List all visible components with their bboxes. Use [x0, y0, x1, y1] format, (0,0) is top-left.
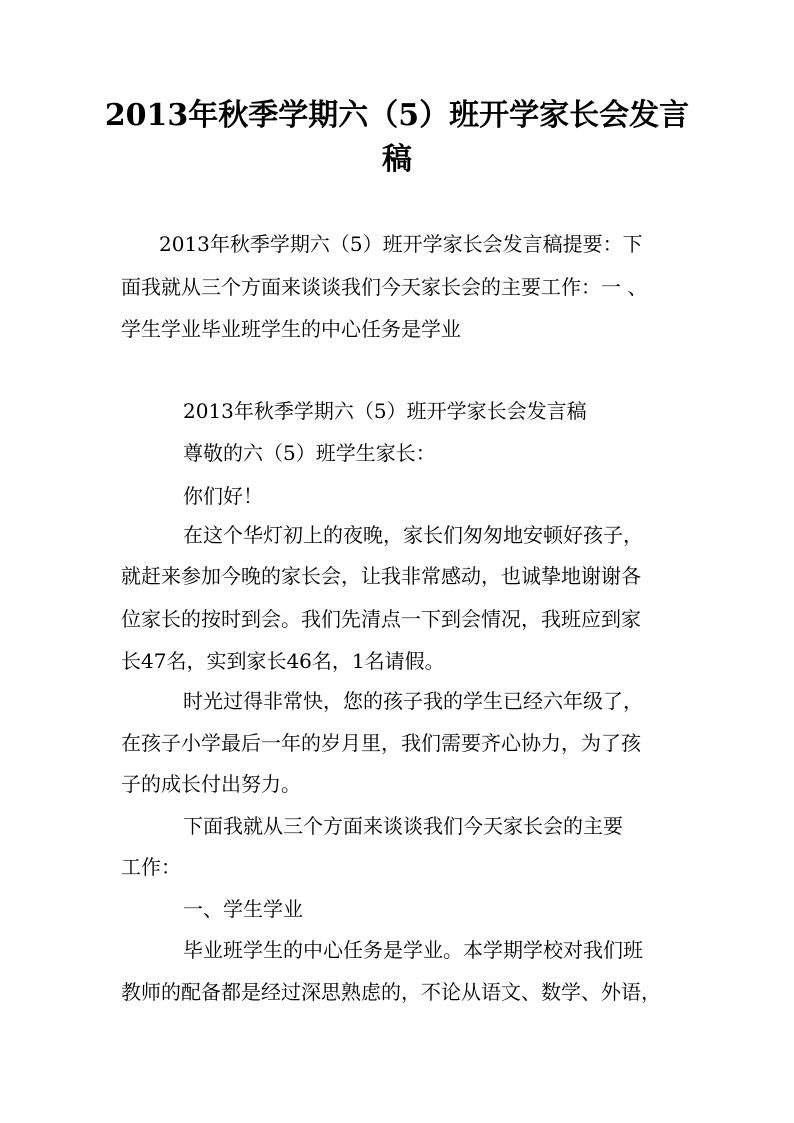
body-line-15: 教师的配备都是经过深思熟虑的，不论从语文、数学、外语， — [121, 980, 661, 1004]
document-title-line-1: 2013年秋季学期六（5）班开学家长会发言 — [104, 98, 690, 133]
body-line-6: 位家长的按时到会。我们先清点一下到会情况，我班应到家 — [121, 607, 641, 631]
body-line-9: 在孩子小学最后一年的岁月里，我们需要齐心协力，为了孩 — [121, 731, 641, 755]
body-line-4: 在这个华灯初上的夜晚，家长们匆匆地安顿好孩子， — [183, 523, 643, 547]
body-line-13: 一、学生学业 — [183, 897, 303, 921]
body-line-5: 就赶来参加今晚的家长会，让我非常感动，也诚挚地谢谢各 — [121, 564, 641, 588]
body-line-2: 尊敬的六（5）班学生家长： — [183, 441, 436, 465]
summary-line-2: 面我就从三个方面来谈谈我们今天家长会的主要工作：一 、 — [121, 275, 648, 299]
summary-line-1: 2013年秋季学期六（5）班开学家长会发言稿提要：下 — [159, 232, 643, 256]
body-line-3: 你们好！ — [183, 484, 263, 508]
document-title-line-2: 稿 — [382, 142, 412, 177]
body-line-14: 毕业班学生的中心任务是学业。本学期学校对我们班 — [183, 938, 643, 962]
body-line-8: 时光过得非常快，您的孩子我的学生已经六年级了， — [183, 689, 643, 713]
body-line-11: 下面我就从三个方面来谈谈我们今天家长会的主要 — [183, 814, 623, 838]
body-line-10: 子的成长付出努力。 — [121, 772, 301, 796]
body-line-1: 2013年秋季学期六（5）班开学家长会发言稿 — [183, 399, 587, 423]
body-line-7: 长47名，实到家长46名，1名请假。 — [121, 649, 445, 673]
body-line-12: 工作： — [121, 855, 181, 879]
summary-line-3: 学生学业毕业班学生的中心任务是学业 — [121, 317, 461, 341]
